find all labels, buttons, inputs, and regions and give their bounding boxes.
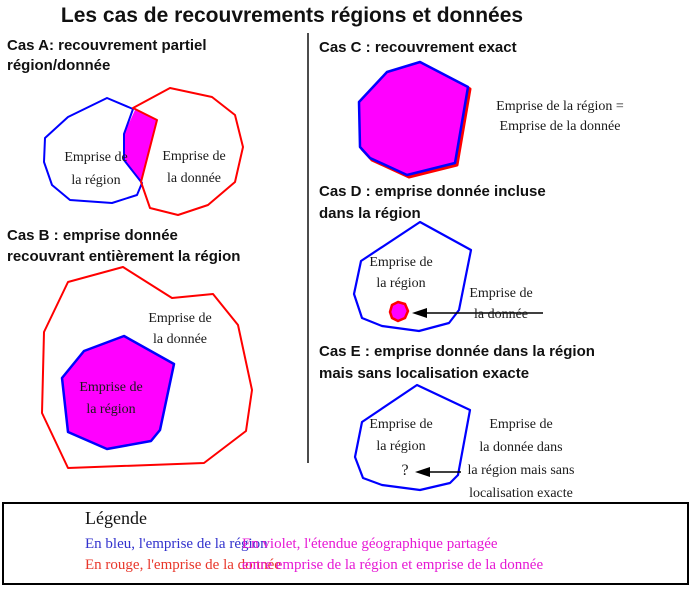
legend-item-shared-violet-line2: entre emprise de la région et emprise de la donnée (242, 557, 544, 573)
case-a-region-label (48, 146, 144, 192)
page-title: Les cas de recouvrements régions et données (60, 4, 524, 27)
case-d-heading-line2: dans la région (319, 205, 421, 222)
case-e-heading-line1: Cas E : emprise donnée dans la région (319, 343, 595, 360)
case-e-data-label (445, 413, 597, 505)
case-e-heading-line2: mais sans localisation exacte (319, 365, 530, 382)
case-b-heading-line1: Cas B : emprise donnée (7, 227, 178, 244)
case-c-heading-line1: Cas C : recouvrement exact (319, 39, 517, 56)
case-c-heading (319, 39, 517, 56)
case-c-equality-label (478, 97, 642, 137)
case-b-data-label-line1: Emprise de (148, 311, 212, 326)
legend-item-shared-violet-line1: En violet, l'étendue géographique partagée (242, 536, 498, 552)
case-e-region-label-line2: la région (376, 439, 426, 454)
case-d-data-label-line1: Emprise de (469, 286, 533, 301)
case-a-heading-line1: Cas A: recouvrement partiel (7, 37, 207, 54)
case-a-region-label-line2: la région (71, 173, 121, 188)
case-e-heading (319, 341, 595, 385)
case-e-data-label-line4: localisation exacte (469, 486, 573, 501)
case-b-region-label-line2: la région (86, 402, 136, 417)
case-b-region-label-line1: Emprise de (79, 380, 143, 395)
case-e-data-label-line3: la région mais sans (467, 463, 575, 478)
case-d-data-label (455, 283, 547, 325)
case-d-region-label-line2: la région (376, 276, 426, 291)
case-e-data-label-line1: Emprise de (489, 417, 553, 432)
case-c-region-polygon (359, 62, 468, 175)
case-b-data-label (134, 308, 226, 350)
case-e-region-label (355, 414, 447, 458)
case-b-heading-line2: recouvrant entièrement la région (7, 248, 241, 265)
case-e-data-label-line2: la donnée dans (479, 440, 563, 455)
case-c-equality-label-line2: Emprise de la donnée (499, 119, 621, 134)
case-d-region-label (355, 252, 447, 294)
case-b-region-label (64, 377, 158, 421)
case-e-unknown-location-mark: ? (401, 462, 409, 479)
case-a-data-label (148, 146, 240, 190)
case-d-heading (319, 181, 546, 225)
case-a-data-label-line1: Emprise de (162, 149, 226, 164)
case-b-data-label-line2: la donnée (152, 332, 208, 347)
case-a-heading-line2: région/donnée (7, 57, 111, 74)
case-a-region-label-line1: Emprise de (64, 150, 128, 165)
case-d-region-label-line1: Emprise de (369, 255, 433, 270)
case-d-data-label-line2: la donnée (473, 307, 529, 322)
legend-item-data-red: En rouge, l'emprise de la donnée (85, 557, 281, 573)
case-e-arrow-head (415, 467, 430, 477)
case-d-data-blob (390, 302, 408, 321)
case-b-heading (7, 225, 240, 267)
legend-title: Légende (85, 508, 147, 528)
case-d-arrow-head (412, 308, 427, 318)
case-a-heading (7, 36, 207, 76)
case-a-data-label-line2: la donnée (166, 171, 222, 186)
case-c-equality-label-line1: Emprise de la région = (496, 99, 624, 114)
legend-item-region-blue: En bleu, l'emprise de la région (85, 536, 268, 552)
case-d-heading-line1: Cas D : emprise donnée incluse (319, 183, 546, 200)
case-e-region-label-line1: Emprise de (369, 417, 433, 432)
